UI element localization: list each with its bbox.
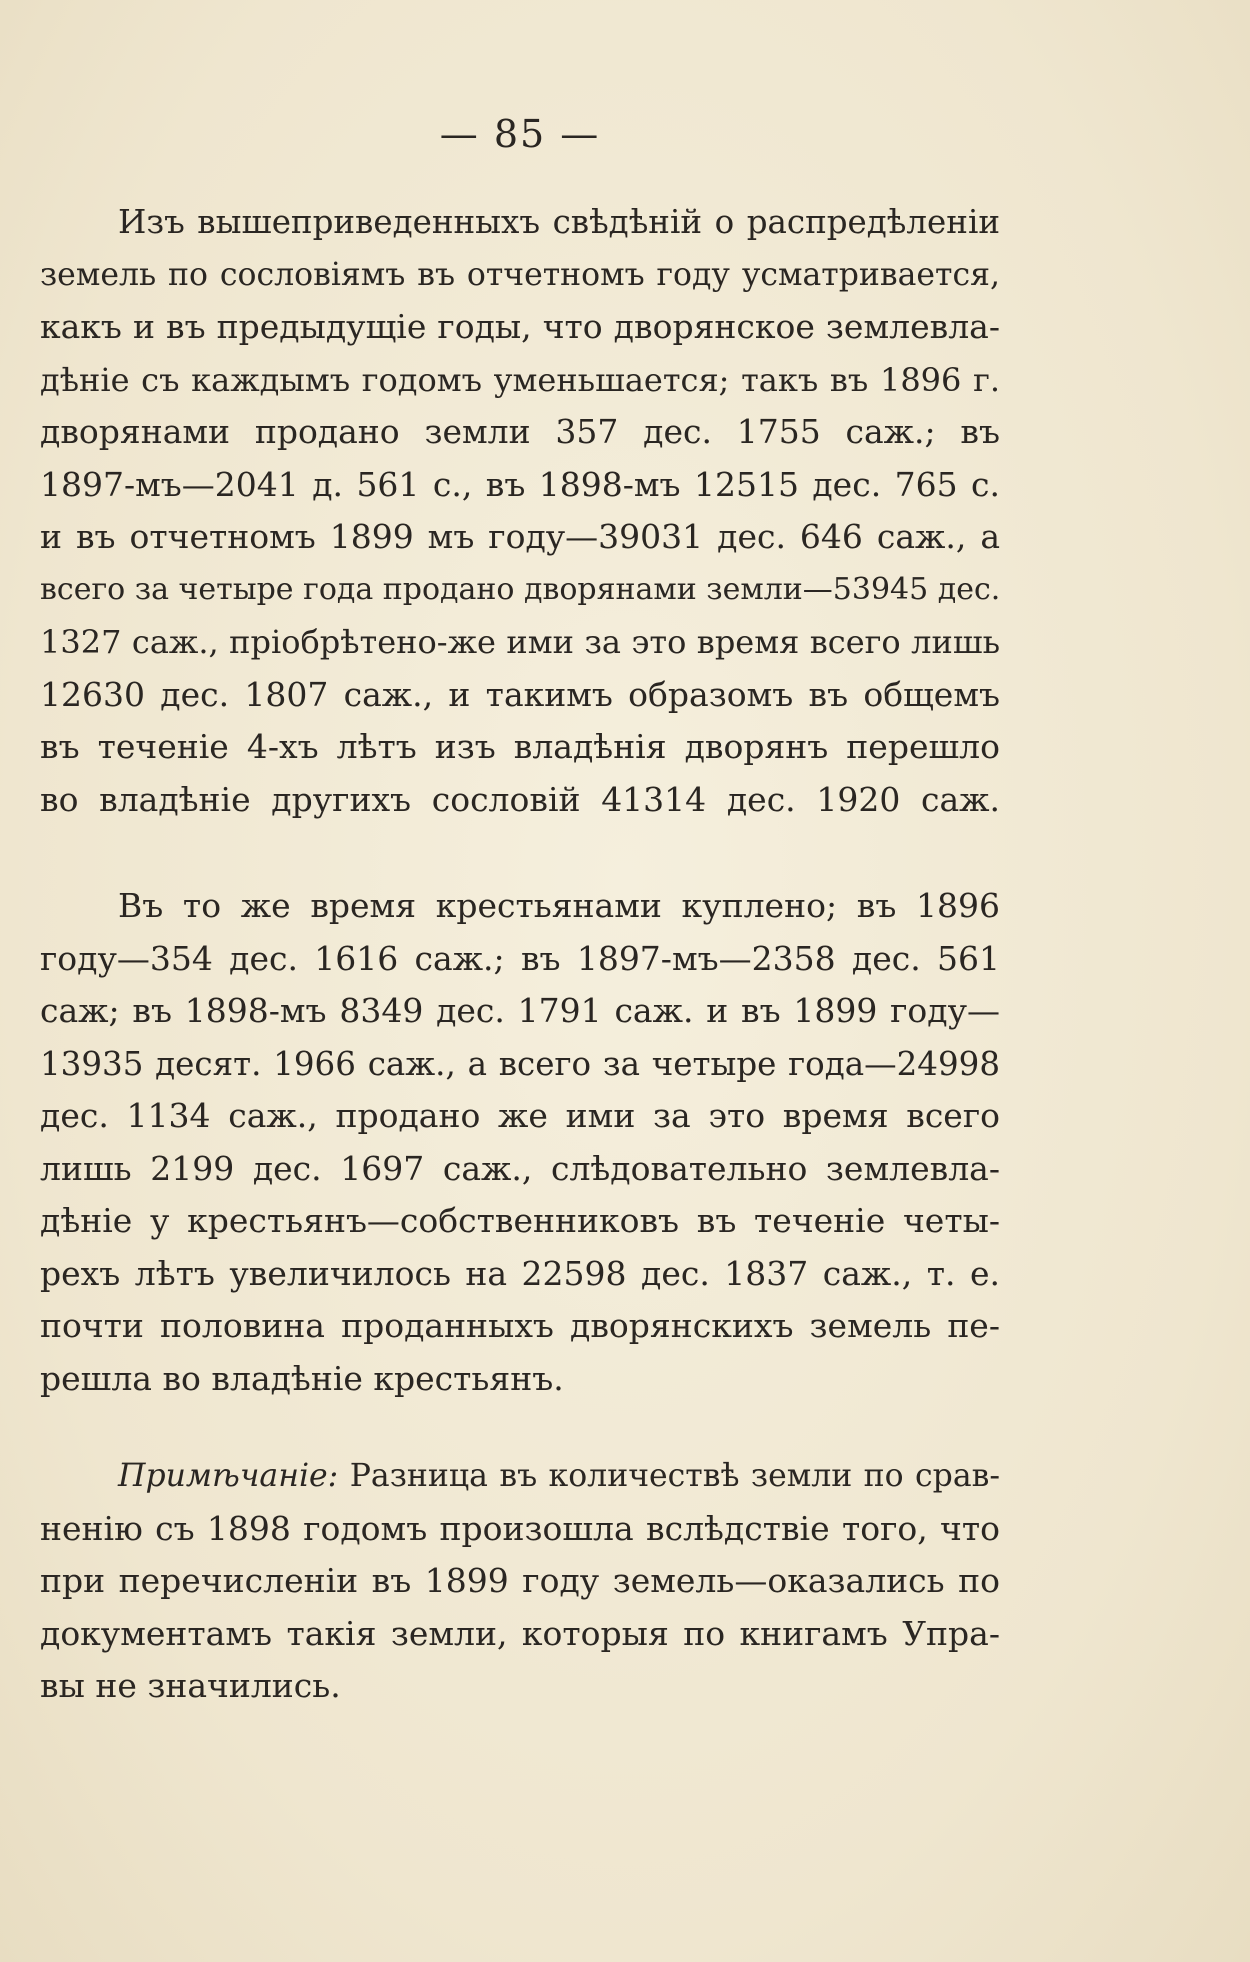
text-line: вы не значились. [40,1666,341,1705]
text-line: всего за четыре года продано дворянами земли—53945 дес. [40,571,1001,607]
note-first-line-text: Разница въ количествѣ земли по срав- [338,1458,1000,1494]
text-line: почти половина проданныхъ дворянскихъ земель пе- [40,1306,1000,1345]
text-line: решла во владѣніе крестьянъ. [40,1358,564,1398]
text-line: году—354 дес. 1616 саж.; въ 1897-мъ—2358 дес. 561 [40,938,1000,978]
text-line: документамъ такія земли, которыя по книгамъ Упра- [40,1613,1000,1653]
paragraph-land-distribution [40,196,1000,826]
text-line: ненію съ 1898 годомъ произошла вслѣдствіе того, что [40,1508,1000,1548]
text-line: дѣніе съ каждымъ годомъ уменьшается; такъ въ 1896 г. [40,360,1000,399]
text-line: дес. 1134 саж., продано же ими за это время всего [40,1096,1000,1135]
paragraph-note [40,1450,1000,1713]
text-line: дѣніе у крестьянъ—собственниковъ въ теченіе четы- [40,1201,1000,1240]
text-line: рехъ лѣтъ увеличилось на 22598 дес. 1837 саж., т. е. [40,1253,1000,1293]
text-line: при перечисленіи въ 1899 году земель—оказались по [40,1561,1000,1600]
page-number: — 85 — [439,112,601,156]
note-label: Примѣчаніе: [118,1458,339,1494]
text-line: земель по сословіямъ въ отчетномъ году усматривается, [40,256,1000,293]
text-line: Изъ вышеприведенныхъ свѣдѣній о распредѣленіи [118,203,1000,241]
text-line: лишь 2199 дес. 1697 саж., слѣдовательно землевла- [40,1148,1000,1188]
text-line: 1897-мъ—2041 д. 561 с., въ 1898-мъ 12515 дес. 765 с. [40,464,1000,504]
text-line: 12630 дес. 1807 саж., и такимъ образомъ въ общемъ [40,674,1000,714]
text-line: саж; въ 1898-мъ 8349 дес. 1791 саж. и въ 1899 году— [40,991,1000,1030]
text-line: какъ и въ предыдущіе годы, что дворянское землевла- [40,307,1000,346]
text-line: въ теченіе 4-хъ лѣтъ изъ владѣнія дворянъ перешло [40,727,1000,766]
text-line: 13935 десят. 1966 саж., а всего за четыре года—24998 [40,1044,1000,1083]
text-line: во владѣніе другихъ сословій 41314 дес. 1920 саж. [40,779,1000,819]
text-line: дворянами продано земли 357 дес. 1755 саж.; въ [40,412,1000,451]
text-line: Въ то же время крестьянами куплено; въ 1896 [118,886,1000,925]
text-line: 1327 саж., пріобрѣтено-же ими за это время всего лишь [40,623,1000,661]
note-first-line [40,1450,1000,1503]
paragraph-peasant-purchases [40,880,1000,1405]
text-line: и въ отчетномъ 1899 мъ году—39031 дес. 646 саж., а [40,517,1000,556]
